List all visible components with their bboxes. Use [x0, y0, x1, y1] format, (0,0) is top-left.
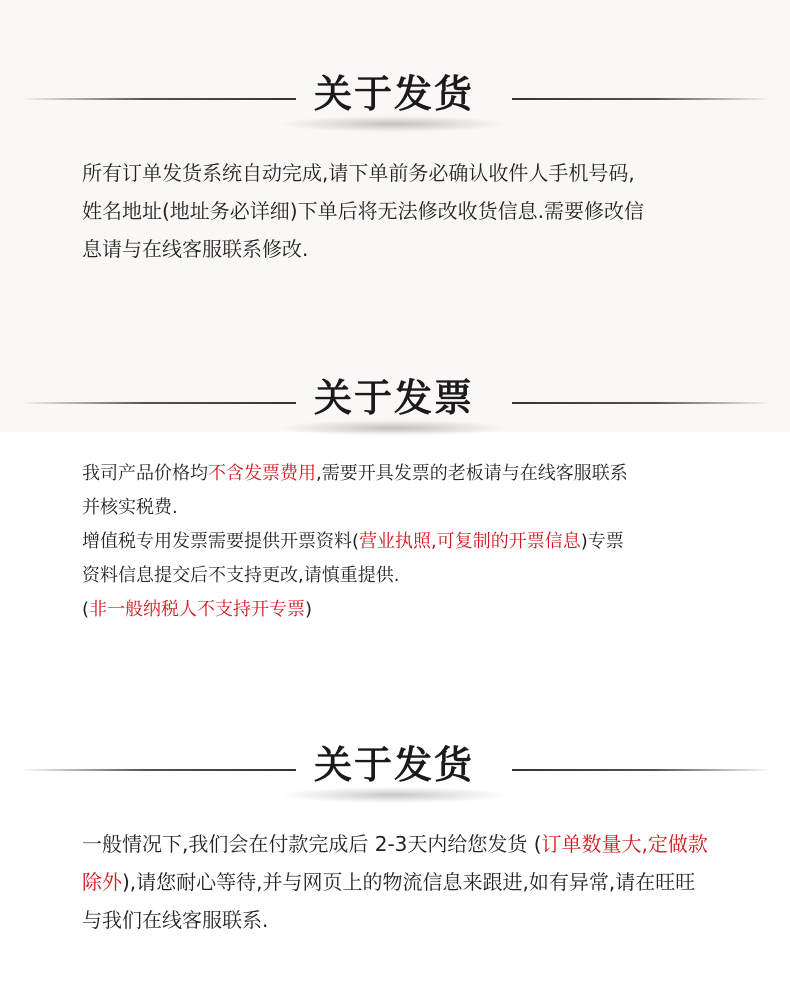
body-text: 与我们在线客服联系.: [82, 908, 269, 932]
section-title: 关于发票: [313, 376, 474, 420]
section-title: 关于发货: [313, 743, 474, 787]
body-text: 我司产品价格均: [82, 463, 208, 484]
body-text: 增值税专用发票需要提供开票资料(: [82, 531, 360, 552]
section-title: 关于发货: [313, 72, 474, 116]
body-text: 一般情况下,我们会在付款完成后 2-3天内给您发货 (: [82, 832, 542, 856]
heading-title-box: [276, 58, 512, 138]
body-text: 姓名地址(地址务必详细)下单后将无法修改收货信息.需要修改信: [82, 199, 644, 223]
body-line: [82, 863, 732, 901]
heading-title-box: [276, 729, 512, 809]
section-heading: [0, 58, 790, 138]
section-heading: [0, 362, 790, 442]
body-text: 并核实税费.: [82, 497, 178, 518]
body-text: ,需要开具发票的老板请与在线客服联系: [316, 463, 628, 484]
body-text: 所有订单发货系统自动完成,请下单前务必确认收件人手机号码,: [82, 161, 635, 185]
body-text: ),请您耐心等待,并与网页上的物流信息来跟进,如有异常,请在旺旺: [122, 870, 696, 894]
section-body: [82, 457, 732, 627]
body-line: [82, 825, 732, 863]
section-body: [82, 825, 732, 939]
body-line: [82, 457, 732, 491]
heading-title-box: [276, 362, 512, 442]
body-line: [82, 593, 732, 627]
highlight-text: 不含发票费用: [208, 463, 316, 484]
body-line: [82, 192, 732, 230]
heading-rule-left: [20, 769, 296, 771]
section-heading: [0, 729, 790, 809]
highlight-text: 除外: [82, 870, 122, 894]
heading-rule-right: [512, 98, 772, 100]
heading-rule-right: [512, 769, 772, 771]
highlight-text: 非一般纳税人不支持开专票: [89, 599, 306, 620]
heading-rule-left: [20, 98, 296, 100]
body-text: 资料信息提交后不支持更改,请慎重提供.: [82, 565, 400, 586]
heading-rule-left: [20, 402, 296, 404]
body-text: 息请与在线客服联系修改.: [82, 237, 309, 261]
body-text: ): [305, 599, 313, 620]
body-text: (: [82, 599, 90, 620]
body-line: [82, 525, 732, 559]
body-line: [82, 230, 732, 268]
section-body: [82, 154, 732, 268]
highlight-text: 订单数量大,定做款: [541, 832, 708, 856]
body-line: [82, 154, 732, 192]
body-line: [82, 491, 732, 525]
body-line: [82, 559, 732, 593]
heading-rule-right: [512, 402, 772, 404]
highlight-text: 营业执照,可复制的开票信息: [359, 531, 581, 552]
body-text: )专票: [580, 531, 624, 552]
body-line: [82, 901, 732, 939]
